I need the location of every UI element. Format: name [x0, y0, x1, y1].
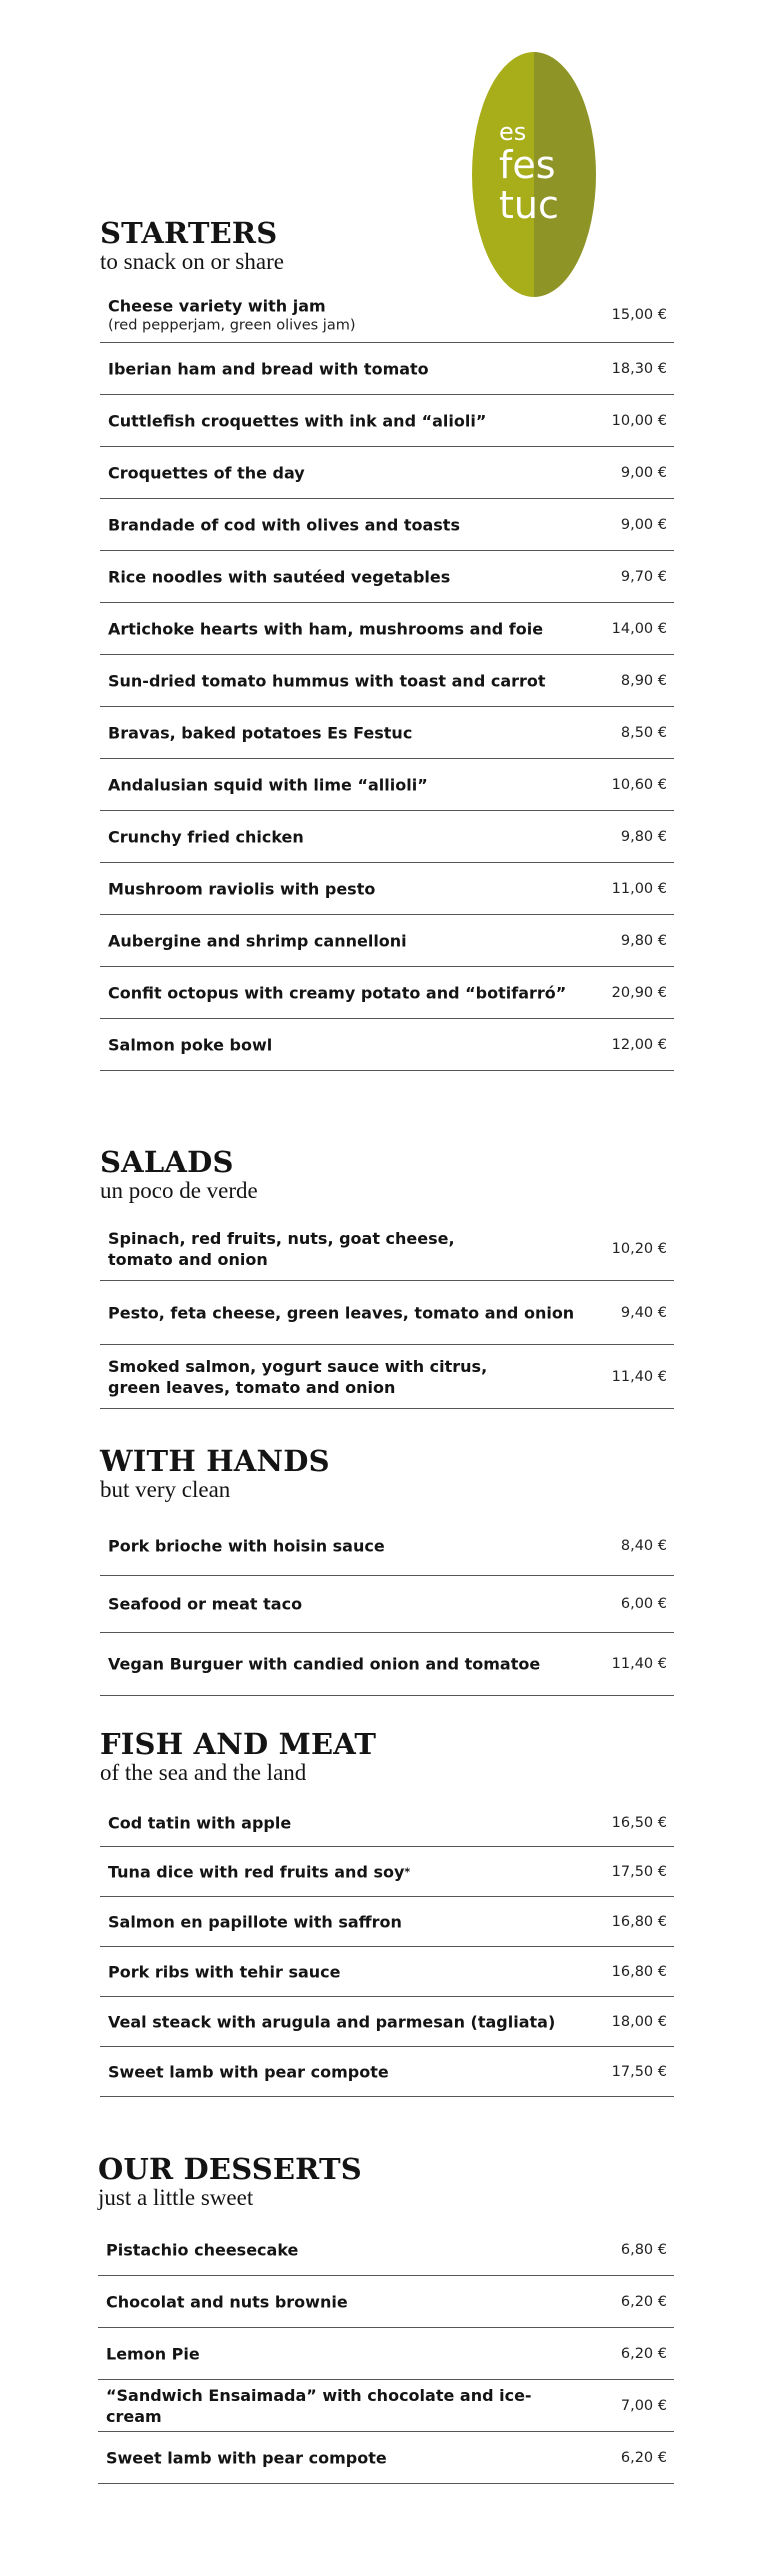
menu-item-name: Chocolat and nuts brownie	[106, 2292, 348, 2311]
menu-item-price: 9,40 €	[620, 1304, 667, 1321]
menu-item	[100, 447, 674, 499]
menu-item-name: Spinach, red fruits, nuts, goat cheese, tomato and onion	[108, 1228, 455, 1269]
menu-item-price: 17,50 €	[611, 1863, 667, 1880]
menu-item-name: Sweet lamb with pear compote	[106, 2448, 387, 2467]
menu-item	[100, 811, 674, 863]
menu-item-price: 8,40 €	[620, 1537, 667, 1554]
menu-item	[100, 655, 674, 707]
section-subtitle: to snack on or share	[100, 249, 284, 274]
menu-item-price: 14,00 €	[611, 620, 667, 637]
menu-item-name: Pork ribs with tehir sauce	[108, 1962, 341, 1981]
menu-item-price: 18,30 €	[611, 360, 667, 377]
menu-item	[100, 759, 674, 811]
menu-item-name: Cod tatin with apple	[108, 1813, 292, 1832]
menu-item-name: Iberian ham and bread with tomato	[108, 359, 429, 378]
menu-item-price: 8,90 €	[620, 672, 667, 689]
logo-text-tuc: tuc	[499, 183, 559, 227]
menu-item-price: 11,00 €	[611, 880, 667, 897]
menu-item-name: Pork brioche with hoisin sauce	[108, 1536, 385, 1555]
section-subtitle: just a little sweet	[98, 2185, 254, 2210]
section-subtitle: but very clean	[100, 1477, 231, 1502]
menu-item-asterisk: *	[404, 1865, 411, 1878]
menu-item-name: Tuna dice with red fruits and soy*	[108, 1862, 411, 1881]
menu-item	[98, 2328, 674, 2380]
menu-item-price: 6,80 €	[620, 2241, 667, 2258]
menu-item	[100, 1345, 674, 1409]
menu-item-name: Seafood or meat taco	[108, 1594, 303, 1614]
menu-item-price: 11,40 €	[611, 1656, 667, 1672]
menu-item	[100, 967, 674, 1019]
menu-item-name: Pistachio cheesecake	[106, 2240, 299, 2259]
menu-item-price: 10,00 €	[611, 412, 667, 429]
menu-item-price: 11,40 €	[611, 1368, 667, 1385]
menu-item-price: 16,80 €	[611, 1963, 667, 1980]
menu-item	[100, 551, 674, 603]
menu-item-name: Rice noodles with sautéed vegetables	[108, 567, 451, 586]
menu-item-price: 6,00 €	[620, 1596, 667, 1612]
menu-item	[98, 2432, 674, 2484]
menu-item-price: 15,00 €	[611, 307, 667, 323]
menu-item	[100, 1281, 674, 1345]
menu-item-name: Brandade of cod with olives and toasts	[108, 515, 460, 534]
menu-item	[100, 1217, 674, 1281]
menu-item	[100, 499, 674, 551]
menu-item	[100, 1897, 674, 1947]
menu-item	[100, 1516, 674, 1576]
menu-item	[100, 288, 674, 343]
menu-item	[100, 707, 674, 759]
menu-item-price: 6,20 €	[620, 2293, 667, 2310]
menu-item-name: Mushroom raviolis with pesto	[108, 879, 376, 898]
menu-item	[100, 1576, 674, 1633]
menu-item	[98, 2276, 674, 2328]
section-desserts	[98, 2152, 674, 2484]
menu-item	[100, 1633, 674, 1696]
section-fish-and-meat	[100, 1727, 674, 2097]
menu-item	[100, 395, 674, 447]
menu-item	[100, 1947, 674, 1997]
menu-item-name: Cuttlefish croquettes with ink and “alioli”	[108, 411, 487, 430]
menu-item	[100, 343, 674, 395]
section-salads	[100, 1145, 674, 1409]
menu-item-name: Cheese variety with jam (red pepperjam, green olives jam)	[108, 296, 578, 335]
menu-item-price: 10,20 €	[611, 1240, 667, 1257]
section-title: STARTERS	[100, 216, 278, 250]
menu-item	[98, 2224, 674, 2276]
menu-item	[100, 1997, 674, 2047]
menu-item-price: 17,50 €	[611, 2063, 667, 2080]
section-title: SALADS	[100, 1145, 234, 1179]
menu-item-price: 9,00 €	[620, 516, 667, 533]
section-with-hands	[100, 1444, 674, 1696]
section-title: OUR DESSERTS	[98, 2152, 362, 2186]
menu-item-price: 12,00 €	[611, 1036, 667, 1053]
menu-item-name: Artichoke hearts with ham, mushrooms and foie	[108, 619, 544, 638]
menu-item-price: 8,50 €	[620, 724, 667, 741]
menu-item	[100, 863, 674, 915]
menu-item-price: 20,90 €	[611, 984, 667, 1001]
menu-item-name: Bravas, baked potatoes Es Festuc	[108, 723, 413, 742]
menu-item-price: 9,70 €	[620, 568, 667, 585]
menu-item	[100, 1019, 674, 1071]
menu-item-note: (red pepperjam, green olives jam)	[108, 317, 356, 334]
menu-item-name: Confit octopus with creamy potato and “botifarró”	[108, 983, 567, 1002]
menu-item-name: Salmon poke bowl	[108, 1035, 273, 1054]
menu-item-name: Veal steack with arugula and parmesan (tagliata)	[108, 2012, 556, 2031]
logo-text-es: es	[499, 118, 527, 146]
menu-item-price: 16,80 €	[611, 1913, 667, 1930]
menu-item	[100, 1847, 674, 1897]
menu-item	[100, 603, 674, 655]
menu-item	[100, 915, 674, 967]
menu-item-price: 9,00 €	[620, 464, 667, 481]
menu-item-price: 9,80 €	[620, 828, 667, 845]
menu-item	[98, 2380, 674, 2432]
menu-item-price: 6,20 €	[620, 2345, 667, 2362]
menu-item-price: 9,80 €	[620, 932, 667, 949]
menu-item-name: Sweet lamb with pear compote	[108, 2062, 389, 2081]
menu-item-price: 6,20 €	[620, 2449, 667, 2466]
menu-item-name: Croquettes of the day	[108, 463, 305, 482]
menu-item	[100, 2047, 674, 2097]
section-title: WITH HANDS	[100, 1444, 330, 1478]
menu-item-price: 10,60 €	[611, 776, 667, 793]
menu-item-name: “Sandwich Ensaimada” with chocolate and ice-cream	[106, 2385, 532, 2426]
menu-item-name: Sun-dried tomato hummus with toast and carrot	[108, 671, 546, 690]
menu-item-price: 18,00 €	[611, 2013, 667, 2030]
menu-item-name: Salmon en papillote with saffron	[108, 1912, 402, 1931]
menu-item-name: Aubergine and shrimp cannelloni	[108, 931, 407, 950]
menu-item-price: 16,50 €	[611, 1814, 667, 1831]
menu-item-name: Vegan Burguer with candied onion and tomatoe	[108, 1654, 541, 1674]
menu-item-name: Andalusian squid with lime “allioli”	[108, 775, 428, 794]
section-title: FISH AND MEAT	[100, 1727, 377, 1761]
menu-item-price: 7,00 €	[620, 2397, 667, 2414]
menu-item-name: Smoked salmon, yogurt sauce with citrus, green leaves, tomato and onion	[108, 1356, 488, 1397]
menu-item-name: Crunchy fried chicken	[108, 827, 304, 846]
section-subtitle: un poco de verde	[100, 1178, 258, 1203]
menu-item-name: Pesto, feta cheese, green leaves, tomato and onion	[108, 1303, 575, 1322]
menu-item-name: Lemon Pie	[106, 2344, 200, 2363]
menu-item	[100, 1799, 674, 1847]
section-subtitle: of the sea and the land	[100, 1760, 307, 1785]
section-starters	[100, 216, 674, 1071]
logo-text-fes: fes	[499, 143, 556, 187]
